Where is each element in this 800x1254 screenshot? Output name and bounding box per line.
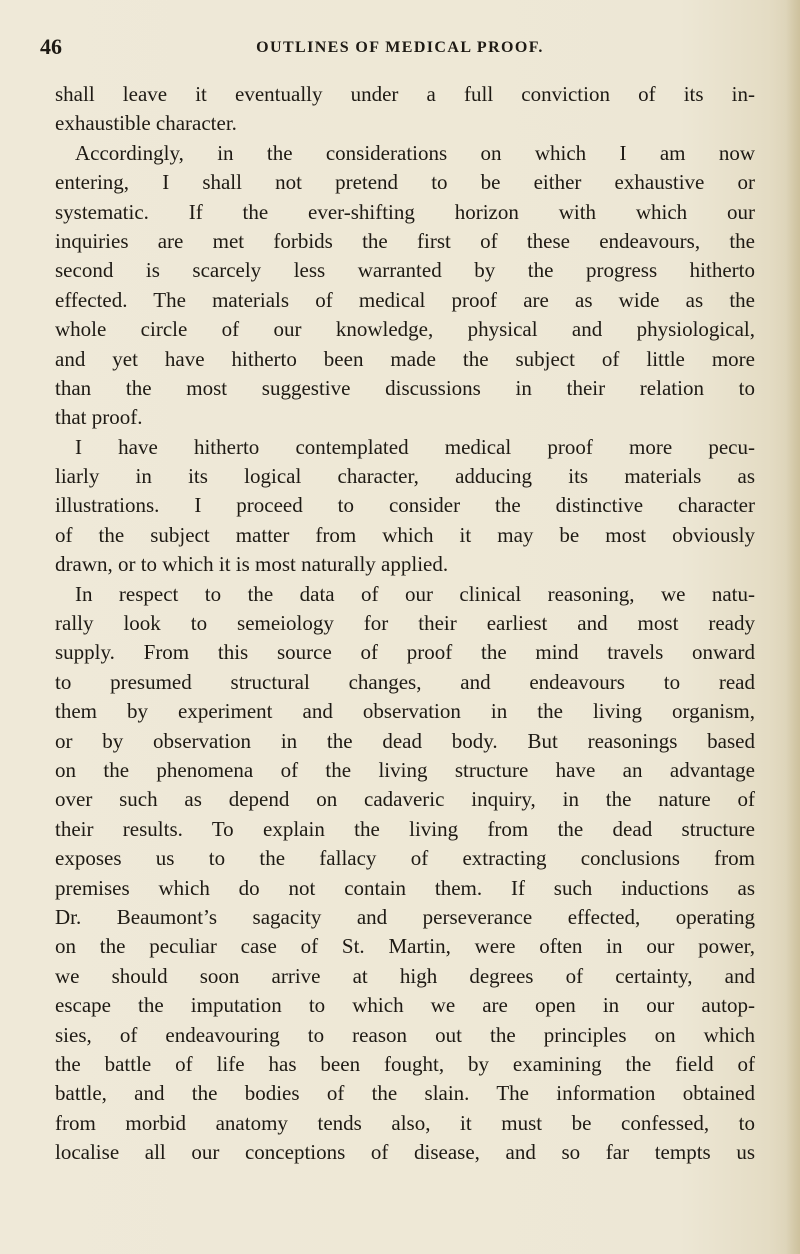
text-line: escape the imputation to which we are open in our autop-	[55, 993, 755, 1018]
text-line: their results. To explain the living from the dead structure	[55, 816, 755, 841]
text-line: to presumed structural changes, and endeavours to read	[55, 669, 755, 694]
text-line: than the most suggestive discussions in their relation to	[55, 375, 755, 400]
page-header	[40, 34, 760, 66]
text-line: that proof.	[55, 405, 143, 430]
text-line: sies, of endeavouring to reason out the principles on which	[55, 1022, 755, 1047]
text-line: second is scarcely less warranted by the progress hitherto	[55, 258, 755, 283]
text-line: supply. From this source of proof the mind travels onward	[55, 640, 755, 665]
running-title: OUTLINES OF MEDICAL PROOF.	[256, 39, 544, 56]
text-line: liarly in its logical character, adducing its materials as	[55, 464, 755, 489]
text-line: effected. The materials of medical proof are as wide as the	[55, 287, 755, 312]
text-line: Accordingly, in the considerations on which I am now	[75, 140, 755, 165]
text-line: premises which do not contain them. If such inductions as	[55, 875, 755, 900]
text-line: the battle of life has been fought, by examining the field of	[55, 1051, 755, 1076]
text-line: them by experiment and observation in the living organism,	[55, 699, 755, 724]
text-line: or by observation in the dead body. But reasonings based	[55, 728, 755, 753]
text-line: we should soon arrive at high degrees of certainty, and	[55, 963, 755, 988]
text-line: exhaustible character.	[55, 111, 237, 136]
text-line: I have hitherto contemplated medical proof more pecu-	[75, 434, 755, 459]
text-line: entering, I shall not pretend to be either exhaustive or	[55, 170, 755, 195]
text-line: and yet have hitherto been made the subject of little more	[55, 346, 755, 371]
body-text	[55, 80, 755, 1167]
text-line: battle, and the bodies of the slain. The information obtained	[55, 1081, 755, 1106]
text-line: illustrations. I proceed to consider the distinctive character	[55, 493, 755, 518]
page-number: 46	[40, 34, 62, 59]
text-line: Dr. Beaumont’s sagacity and perseverance effected, operating	[55, 904, 755, 929]
text-line: of the subject matter from which it may be most obviously	[55, 522, 755, 547]
text-line: rally look to semeiology for their earliest and most ready	[55, 611, 755, 636]
text-line: on the phenomena of the living structure have an advantage	[55, 757, 755, 782]
text-line: systematic. If the ever-shifting horizon with which our	[55, 199, 755, 224]
text-line: whole circle of our knowledge, physical and physiological,	[55, 317, 755, 342]
text-line: from morbid anatomy tends also, it must be confessed, to	[55, 1110, 755, 1135]
page-edge-shadow	[786, 0, 800, 1254]
text-line: on the peculiar case of St. Martin, were often in our power,	[55, 934, 755, 959]
text-line: shall leave it eventually under a full conviction of its in-	[55, 82, 755, 106]
text-line: In respect to the data of our clinical reasoning, we natu-	[75, 581, 755, 606]
text-line: inquiries are met forbids the first of these endeavours, the	[55, 228, 755, 253]
text-line: drawn, or to which it is most naturally applied.	[55, 552, 449, 577]
text-line: localise all our conceptions of disease, and so far tempts us	[55, 1140, 755, 1165]
text-line: over such as depend on cadaveric inquiry, in the nature of	[55, 787, 755, 812]
text-line: exposes us to the fallacy of extracting conclusions from	[55, 846, 755, 871]
